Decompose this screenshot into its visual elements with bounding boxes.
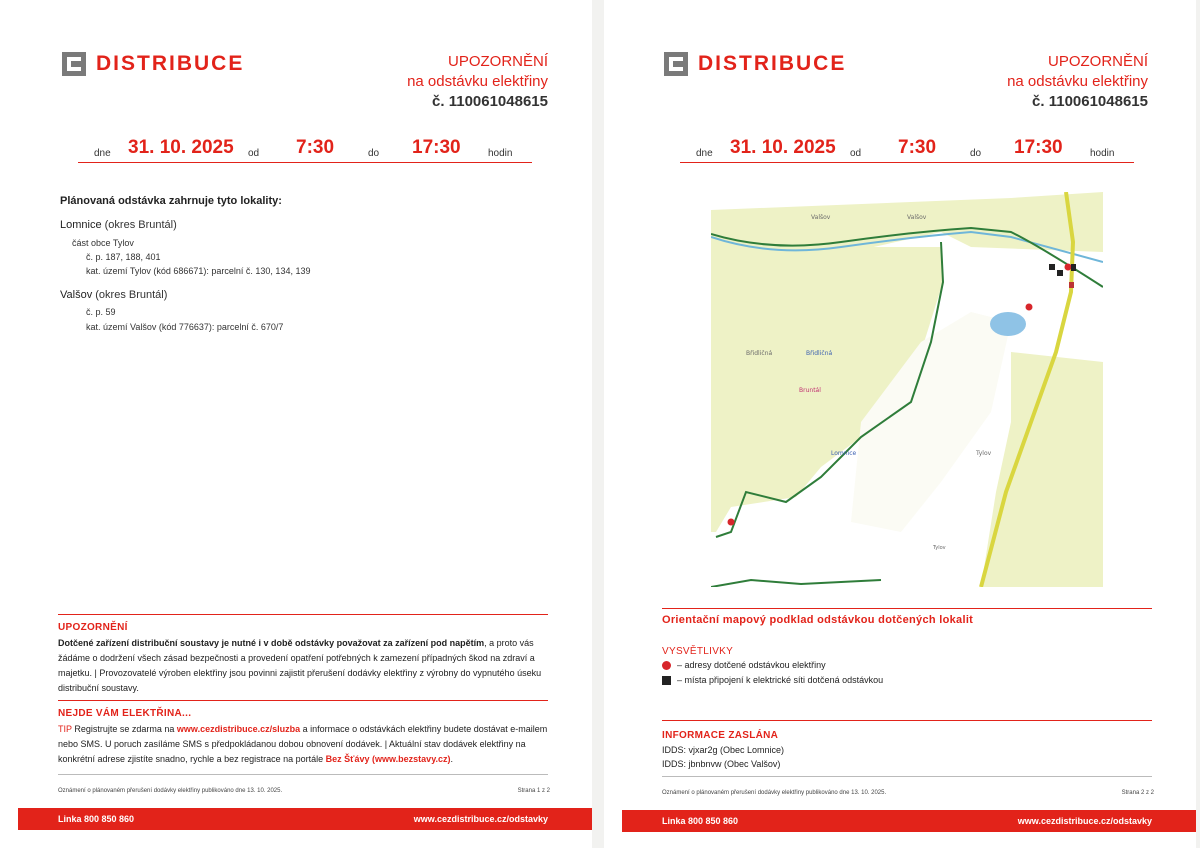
legend-title: VYSVĚTLIVKY: [662, 646, 734, 657]
divider: [58, 614, 548, 615]
publish-footnote: Oznámení o plánovaném přerušení dodávky elektřiny publikováno dne 13. 10. 2025.: [58, 788, 283, 794]
affected-address-marker: [1026, 304, 1033, 311]
page-number: Strana 2 z 2: [1121, 790, 1154, 796]
location-district: (okres Bruntál): [95, 289, 168, 301]
map-label: Lomnice: [831, 450, 857, 457]
notice-subtitle: na odstávku elektřiny: [1007, 73, 1148, 90]
page-1: [0, 0, 592, 848]
outage-to: 17:30: [1014, 137, 1063, 158]
notice-title: UPOZORNĚNÍ: [447, 53, 548, 70]
divider: [58, 774, 548, 775]
legend-text: – adresy dotčené odstávkou elektřiny: [677, 660, 826, 670]
warning-text: [58, 636, 548, 696]
black-square-icon: [662, 676, 671, 685]
to-label: do: [368, 148, 380, 159]
cez-logo-icon: [62, 52, 86, 76]
footer-strip: [622, 810, 1196, 832]
location-line: kat. území Valšov (kód 776637): parcelní č. 670/7: [86, 322, 284, 332]
from-label: od: [248, 148, 260, 159]
to-label: do: [970, 148, 982, 159]
divider: [662, 720, 1152, 721]
red-dot-icon: [662, 661, 671, 670]
location-district: (okres Bruntál): [104, 219, 177, 231]
outage-date: 31. 10. 2025: [128, 137, 234, 158]
warning-bold: Dotčené zařízení distribuční soustavy je nutné i v době odstávky považovat za zařízení pod napětím: [58, 638, 485, 648]
location-line: část obce Tylov: [72, 238, 134, 248]
footer-url[interactable]: www.cezdistribuce.cz/odstavky: [413, 814, 548, 824]
tip-title: NEJDE VÁM ELEKTŘINA...: [58, 708, 192, 719]
map-caption: Orientační mapový podklad odstávkou dotčených lokalit: [662, 614, 974, 626]
info-title: INFORMACE ZASLÁNA: [662, 730, 779, 741]
location-name: Lomnice: [60, 219, 102, 231]
outage-dateline: [680, 138, 1134, 163]
outage-to: 17:30: [412, 137, 461, 158]
outage-from: 7:30: [296, 137, 335, 158]
date-label: dne: [94, 148, 111, 159]
hotline: Linka 800 850 860: [58, 814, 135, 824]
info-line: IDDS: jbnbnvw (Obec Valšov): [662, 759, 781, 769]
location-line: č. p. 59: [86, 307, 116, 317]
notice-title: UPOZORNĚNÍ: [1047, 53, 1148, 70]
location-title: [60, 219, 177, 231]
warning-rest: , a proto vás žádáme o dodržení všech zásad bezpečnosti a provedení opatření potřebných k zamezení případných škod na zdraví a majetku. | Provozovatelé výroben elektřiny jsou povinni zajistit přerušení dodávky elektřiny z výrobny do vypnutého úseku distribuční soustavy.: [58, 638, 542, 693]
notice-subtitle: na odstávku elektřiny: [407, 73, 548, 90]
map-label: Valšov: [811, 214, 831, 221]
connection-point-marker: [1057, 270, 1063, 276]
tip-text: [58, 722, 550, 767]
tip-text-1: Registrujte se zdarma na: [74, 724, 175, 734]
hours-label: hodin: [1090, 148, 1115, 159]
cez-logo-icon: [664, 52, 688, 76]
divider: [58, 700, 548, 701]
notice-number: č. 110061048615: [1032, 93, 1148, 110]
divider: [662, 608, 1152, 609]
notice-header: [1007, 52, 1148, 112]
connection-point-marker: [1069, 282, 1074, 288]
outage-from: 7:30: [898, 137, 937, 158]
publish-footnote: Oznámení o plánovaném přerušení dodávky elektřiny publikováno dne 13. 10. 2025.: [662, 790, 887, 796]
locations-heading: Plánovaná odstávka zahrnuje tyto lokality:: [60, 195, 282, 207]
map-label: Břidličná: [746, 350, 773, 357]
from-label: od: [850, 148, 862, 159]
map-label: Tylov: [976, 450, 992, 457]
location-title: [60, 289, 167, 301]
cez-logo: [62, 52, 244, 76]
page-2: [604, 0, 1196, 848]
tip-label: TIP: [58, 724, 72, 734]
location-name: Valšov: [60, 289, 93, 301]
outage-map: [711, 192, 1103, 587]
connection-point-marker: [1071, 264, 1076, 271]
map-label: Břidličná: [806, 350, 833, 357]
map-label: Bruntál: [799, 387, 821, 394]
registration-link[interactable]: www.cezdistribuce.cz/sluzba: [176, 724, 301, 734]
map-label: Valšov: [907, 214, 927, 221]
hours-label: hodin: [488, 148, 513, 159]
affected-address-marker: [728, 519, 735, 526]
legend-text: – místa připojení k elektrické síti dotčená odstávkou: [677, 675, 884, 685]
notice-number: č. 110061048615: [432, 93, 548, 110]
notice-header: [407, 52, 548, 112]
date-label: dne: [696, 148, 713, 159]
legend-item: [662, 660, 826, 670]
footer-strip: [18, 808, 592, 830]
legend-item: [662, 675, 883, 685]
hotline: Linka 800 850 860: [662, 816, 739, 826]
brand-name: DISTRIBUCE: [96, 52, 245, 75]
footer-url[interactable]: www.cezdistribuce.cz/odstavky: [1017, 816, 1152, 826]
brand-name: DISTRIBUCE: [698, 52, 847, 75]
outage-date: 31. 10. 2025: [730, 137, 836, 158]
connection-point-marker: [1049, 264, 1055, 270]
location-line: kat. území Tylov (kód 686671): parcelní č. 130, 134, 139: [86, 266, 311, 276]
tip-text-2: a informace o odstávkách elektřiny budete dostávat e-mailem nebo SMS. U poruch zasíláme SMS s předpokládanou dobou obnovení dodávek. | Aktuální stav dodávek elektřiny na konkrétní adrese zjistíte snadno, rychle a bez registrace na portále: [58, 724, 548, 764]
map-label: Tylov: [933, 545, 946, 551]
location-line: č. p. 187, 188, 401: [86, 252, 161, 262]
tip-text-3: .: [450, 754, 454, 764]
cez-logo: [664, 52, 846, 76]
outage-dateline: [78, 138, 532, 163]
divider: [662, 776, 1152, 777]
page-number: Strana 1 z 2: [517, 788, 550, 794]
warning-title: UPOZORNĚNÍ: [58, 622, 128, 633]
map-pond: [990, 312, 1026, 336]
affected-address-marker: [1065, 264, 1072, 271]
bezstavy-link[interactable]: Bez Šťávy (www.bezstavy.cz): [325, 754, 451, 764]
info-line: IDDS: vjxar2g (Obec Lomnice): [662, 745, 785, 755]
